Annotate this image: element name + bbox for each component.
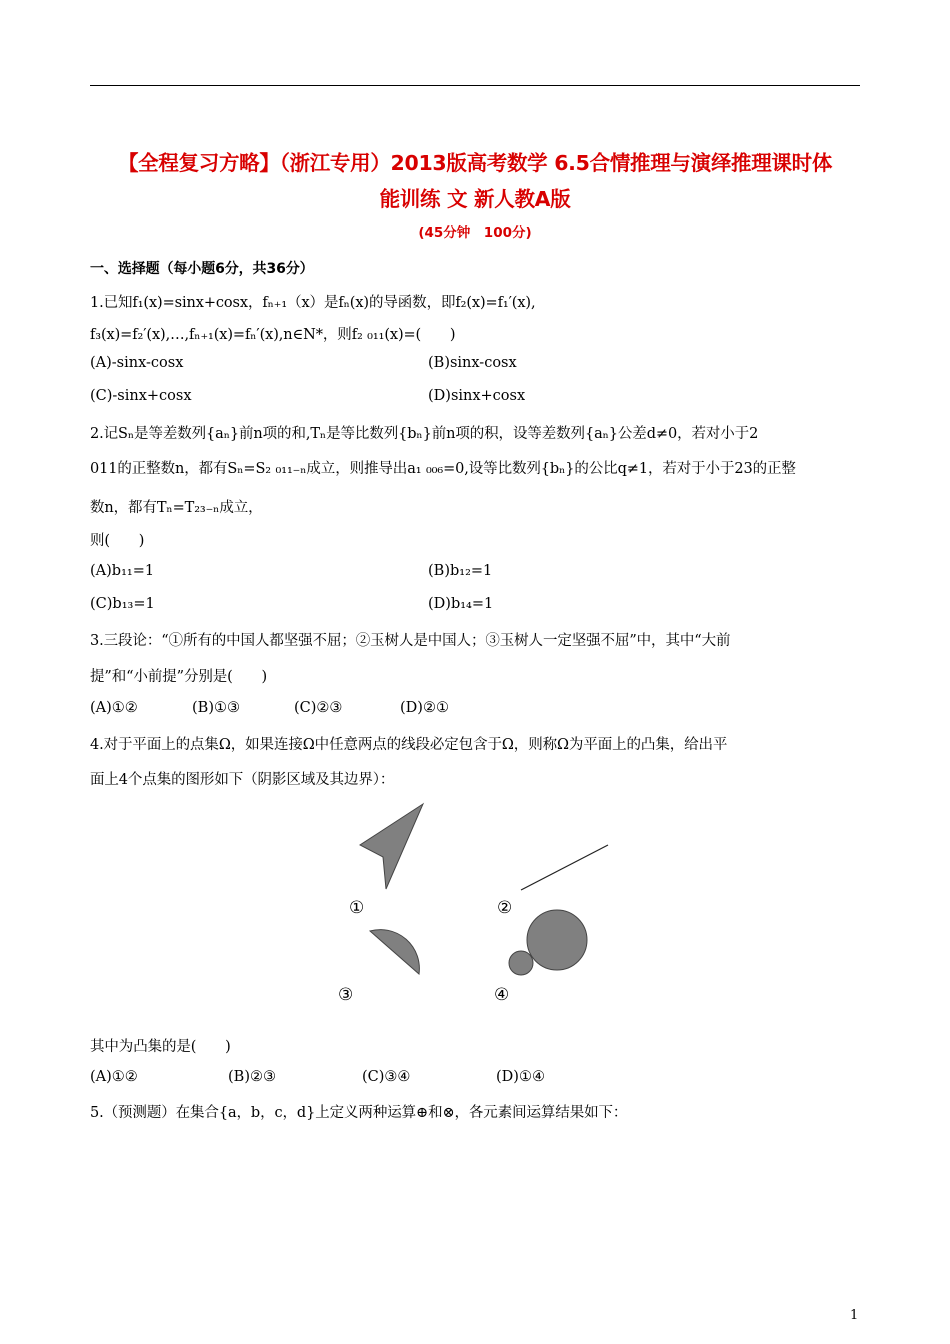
shape-1-concave-polygon <box>360 804 423 889</box>
q3-line-2: 提”和“小前提”分别是( ) <box>90 669 268 685</box>
q2-option-c: (C)b₁₃=1 <box>90 596 155 612</box>
figure-label-2: ② <box>497 898 513 918</box>
q4-question: 其中为凸集的是( ) <box>90 1039 231 1055</box>
section-heading: 一、选择题（每小题6分，共36分） <box>90 261 314 277</box>
q2-option-a: (A)b₁₁=1 <box>90 563 155 579</box>
q4-option-a: (A)①② <box>90 1069 138 1085</box>
q4-option-d: (D)①④ <box>496 1069 545 1085</box>
figure-label-3: ③ <box>338 985 354 1005</box>
shape-3-half-disk <box>370 930 419 974</box>
shape-2-line-segment <box>521 845 608 890</box>
shape-4-large-circle <box>527 910 587 970</box>
duration-note: (45分钟 100分) <box>418 225 532 241</box>
q4-option-c: (C)③④ <box>362 1069 411 1085</box>
q4-line-1: 4.对于平面上的点集Ω，如果连接Ω中任意两点的线段必定包含于Ω，则称Ω为平面上的凸集，给出平 <box>90 737 728 753</box>
q2-line-2: 011的正整数n，都有Sₙ=S₂ ₀₁₁₋ₙ成立，则推导出a₁ ₀₀₆=0,设等比数列{bₙ}的公比q≠1，若对于小于23的正整 <box>90 461 796 477</box>
q3-option-d: (D)②① <box>400 700 449 716</box>
q4-line-2: 面上4个点集的图形如下（阴影区域及其边界）： <box>90 772 395 788</box>
q1-line-2: f₃(x)=f₂′(x),…,fₙ₊₁(x)=fₙ′(x),n∈N*，则f₂ ₀₁₁(x)=( ) <box>90 327 456 343</box>
figure-label-4: ④ <box>494 985 510 1005</box>
q2-line-3: 数n，都有Tₙ=T₂₃₋ₙ成立， <box>90 500 263 516</box>
q2-option-d: (D)b₁₄=1 <box>428 596 494 612</box>
q1-option-c: (C)-sinx+cosx <box>90 388 192 404</box>
q2-line-1: 2.记Sₙ是等差数列{aₙ}前n项的和,Tₙ是等比数列{bₙ}前n项的积，设等差数列{aₙ}公差d≠0，若对小于2 <box>90 426 759 442</box>
title-line-1: 【全程复习方略】（浙江专用）2013版高考数学 6.5合情推理与演绎推理课时体 <box>117 151 833 175</box>
q3-option-c: (C)②③ <box>294 700 343 716</box>
q1-option-d: (D)sinx+cosx <box>428 388 526 404</box>
q1-option-b: (B)sinx-cosx <box>428 355 517 371</box>
convex-set-figure <box>320 795 640 1010</box>
q3-option-b: (B)①③ <box>192 700 240 716</box>
q1-option-a: (A)-sinx-cosx <box>90 355 184 371</box>
q3-line-1: 3.三段论：“①所有的中国人都坚强不屈；②玉树人是中国人；③玉树人一定坚强不屈”中，其中“大前 <box>90 633 731 649</box>
header-rule <box>90 85 860 86</box>
q5-line-1: 5.（预测题）在集合{a，b，c，d}上定义两种运算⊕和⊗，各元素间运算结果如下： <box>90 1105 628 1121</box>
q4-option-b: (B)②③ <box>228 1069 276 1085</box>
figure-label-1: ① <box>349 898 365 918</box>
title-line-2: 能训练 文 新人教A版 <box>379 187 571 211</box>
q2-option-b: (B)b₁₂=1 <box>428 563 493 579</box>
page-number: 1 <box>850 1308 859 1323</box>
shape-4-small-circle <box>509 951 533 975</box>
q3-option-a: (A)①② <box>90 700 138 716</box>
q2-line-4: 则( ) <box>90 533 145 549</box>
q1-line-1: 1.已知f₁(x)=sinx+cosx，fₙ₊₁（x）是fₙ(x)的导函数，即f₂(x)=f₁′(x), <box>90 295 536 311</box>
